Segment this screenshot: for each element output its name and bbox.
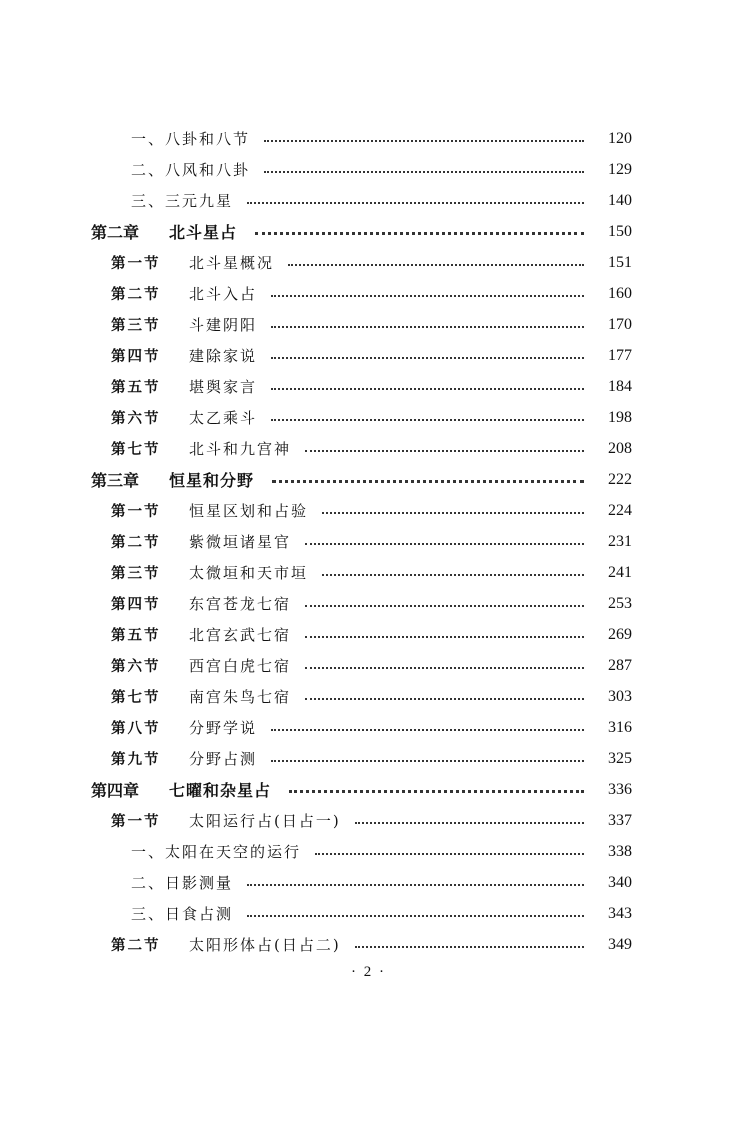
- dot-leader: [271, 295, 584, 297]
- toc-page-number: 140: [608, 191, 632, 209]
- dot-leader: [264, 140, 584, 142]
- toc-section-title: 南宫朱鸟七宿: [189, 688, 292, 706]
- toc-chapter-row: [0, 774, 737, 805]
- dot-leader: [271, 326, 584, 328]
- toc-page-number: 253: [608, 594, 632, 612]
- toc-section-number: 第六节: [111, 410, 161, 427]
- toc-page-number: 208: [608, 439, 632, 457]
- toc-section-title: 分野学说: [189, 719, 258, 737]
- toc-item-title: 二、日影测量: [131, 874, 234, 892]
- toc-section-number: 第四节: [111, 596, 161, 613]
- toc-chapter-number: 第三章: [91, 471, 140, 490]
- table-of-contents: [0, 123, 737, 960]
- toc-page-number: 287: [608, 656, 632, 674]
- toc-section-row: [0, 805, 737, 836]
- dot-leader: [305, 698, 584, 700]
- toc-section-row: [0, 371, 737, 402]
- toc-page-number: 184: [608, 377, 632, 395]
- toc-item-title: 一、太阳在天空的运行: [131, 843, 302, 861]
- toc-section-number: 第五节: [111, 627, 161, 644]
- toc-page-number: 120: [608, 129, 632, 147]
- toc-item-row: [0, 185, 737, 216]
- toc-page-number: 340: [608, 873, 632, 891]
- dot-leader: [271, 357, 584, 359]
- dot-leader: [289, 790, 584, 793]
- toc-item-row: [0, 867, 737, 898]
- toc-section-row: [0, 681, 737, 712]
- dot-leader: [247, 202, 584, 204]
- dot-leader: [305, 636, 584, 638]
- toc-section-number: 第一节: [111, 813, 161, 830]
- toc-section-number: 第一节: [111, 503, 161, 520]
- toc-item-row: [0, 836, 737, 867]
- dot-leader: [271, 760, 584, 762]
- toc-section-row: [0, 650, 737, 681]
- toc-item-title: 三、日食占测: [131, 905, 234, 923]
- toc-section-number: 第八节: [111, 720, 161, 737]
- toc-chapter-title: 恒星和分野: [169, 471, 255, 490]
- dot-leader: [255, 232, 584, 235]
- toc-section-row: [0, 588, 737, 619]
- dot-leader: [264, 171, 584, 173]
- toc-section-title: 分野占测: [189, 750, 258, 768]
- toc-item-row: [0, 123, 737, 154]
- toc-section-title: 建除家说: [189, 347, 258, 365]
- toc-page-number: 160: [608, 284, 632, 302]
- toc-section-number: 第七节: [111, 441, 161, 458]
- toc-section-title: 东宫苍龙七宿: [189, 595, 292, 613]
- toc-section-number: 第一节: [111, 255, 161, 272]
- toc-item-row: [0, 154, 737, 185]
- toc-page-number: 170: [608, 315, 632, 333]
- page-number-footer: · 2 ·: [351, 964, 386, 980]
- toc-section-number: 第五节: [111, 379, 161, 396]
- toc-page-number: 337: [608, 811, 632, 829]
- toc-section-number: 第二节: [111, 534, 161, 551]
- toc-section-title: 太乙乘斗: [189, 409, 258, 427]
- toc-chapter-title: 七曜和杂星占: [169, 781, 272, 800]
- toc-section-row: [0, 278, 737, 309]
- toc-section-number: 第三节: [111, 565, 161, 582]
- dot-leader: [272, 480, 584, 483]
- toc-section-title: 斗建阴阳: [189, 316, 258, 334]
- toc-section-title: 西宫白虎七宿: [189, 657, 292, 675]
- dot-leader: [355, 946, 584, 948]
- toc-section-row: [0, 929, 737, 960]
- dot-leader: [247, 884, 584, 886]
- dot-leader: [247, 915, 584, 917]
- toc-page-number: 343: [608, 904, 632, 922]
- toc-section-number: 第九节: [111, 751, 161, 768]
- toc-section-number: 第四节: [111, 348, 161, 365]
- toc-section-title: 堪舆家言: [189, 378, 258, 396]
- toc-page-number: 224: [608, 501, 632, 519]
- toc-section-title: 北斗入占: [189, 285, 258, 303]
- toc-section-number: 第二节: [111, 937, 161, 954]
- toc-section-title: 紫微垣诸星官: [189, 533, 292, 551]
- toc-section-number: 第六节: [111, 658, 161, 675]
- toc-page-number: 325: [608, 749, 632, 767]
- toc-section-title: 太微垣和天市垣: [189, 564, 309, 582]
- dot-leader: [322, 512, 584, 514]
- toc-page-number: 241: [608, 563, 632, 581]
- toc-page-number: 336: [608, 780, 632, 798]
- dot-leader: [305, 543, 584, 545]
- toc-section-row: [0, 712, 737, 743]
- toc-section-row: [0, 557, 737, 588]
- toc-section-row: [0, 340, 737, 371]
- toc-section-row: [0, 309, 737, 340]
- toc-chapter-row: [0, 216, 737, 247]
- dot-leader: [305, 667, 584, 669]
- dot-leader: [322, 574, 584, 576]
- toc-section-number: 第三节: [111, 317, 161, 334]
- toc-section-row: [0, 619, 737, 650]
- toc-section-row: [0, 743, 737, 774]
- toc-page-number: 151: [608, 253, 632, 271]
- toc-section-row: [0, 495, 737, 526]
- dot-leader: [271, 419, 584, 421]
- toc-section-title: 太阳形体占(日占二): [189, 936, 341, 954]
- dot-leader: [288, 264, 584, 266]
- toc-chapter-title: 北斗星占: [169, 223, 238, 242]
- toc-page-number: 129: [608, 160, 632, 178]
- dot-leader: [315, 853, 584, 855]
- toc-item-title: 二、八风和八卦: [131, 161, 251, 179]
- dot-leader: [355, 822, 584, 824]
- toc-page-number: 222: [608, 470, 632, 488]
- toc-section-title: 北斗和九宫神: [189, 440, 292, 458]
- dot-leader: [305, 605, 584, 607]
- toc-section-title: 北斗星概况: [189, 254, 275, 272]
- toc-chapter-row: [0, 464, 737, 495]
- toc-section-number: 第二节: [111, 286, 161, 303]
- toc-section-row: [0, 402, 737, 433]
- toc-section-title: 恒星区划和占验: [189, 502, 309, 520]
- toc-item-row: [0, 898, 737, 929]
- toc-chapter-number: 第四章: [91, 781, 140, 800]
- toc-section-title: 太阳运行占(日占一): [189, 812, 341, 830]
- toc-item-title: 一、八卦和八节: [131, 130, 251, 148]
- toc-page-number: 198: [608, 408, 632, 426]
- dot-leader: [271, 729, 584, 731]
- dot-leader: [271, 388, 584, 390]
- toc-page-number: 231: [608, 532, 632, 550]
- dot-leader: [305, 450, 584, 452]
- toc-section-number: 第七节: [111, 689, 161, 706]
- toc-page-number: 349: [608, 935, 632, 953]
- toc-section-row: [0, 433, 737, 464]
- toc-section-title: 北宫玄武七宿: [189, 626, 292, 644]
- toc-page-number: 303: [608, 687, 632, 705]
- toc-item-title: 三、三元九星: [131, 192, 234, 210]
- toc-page-number: 177: [608, 346, 632, 364]
- toc-section-row: [0, 526, 737, 557]
- toc-page-number: 150: [608, 222, 632, 240]
- toc-page-number: 269: [608, 625, 632, 643]
- toc-page-number: 338: [608, 842, 632, 860]
- toc-section-row: [0, 247, 737, 278]
- toc-chapter-number: 第二章: [91, 223, 140, 242]
- toc-page-number: 316: [608, 718, 632, 736]
